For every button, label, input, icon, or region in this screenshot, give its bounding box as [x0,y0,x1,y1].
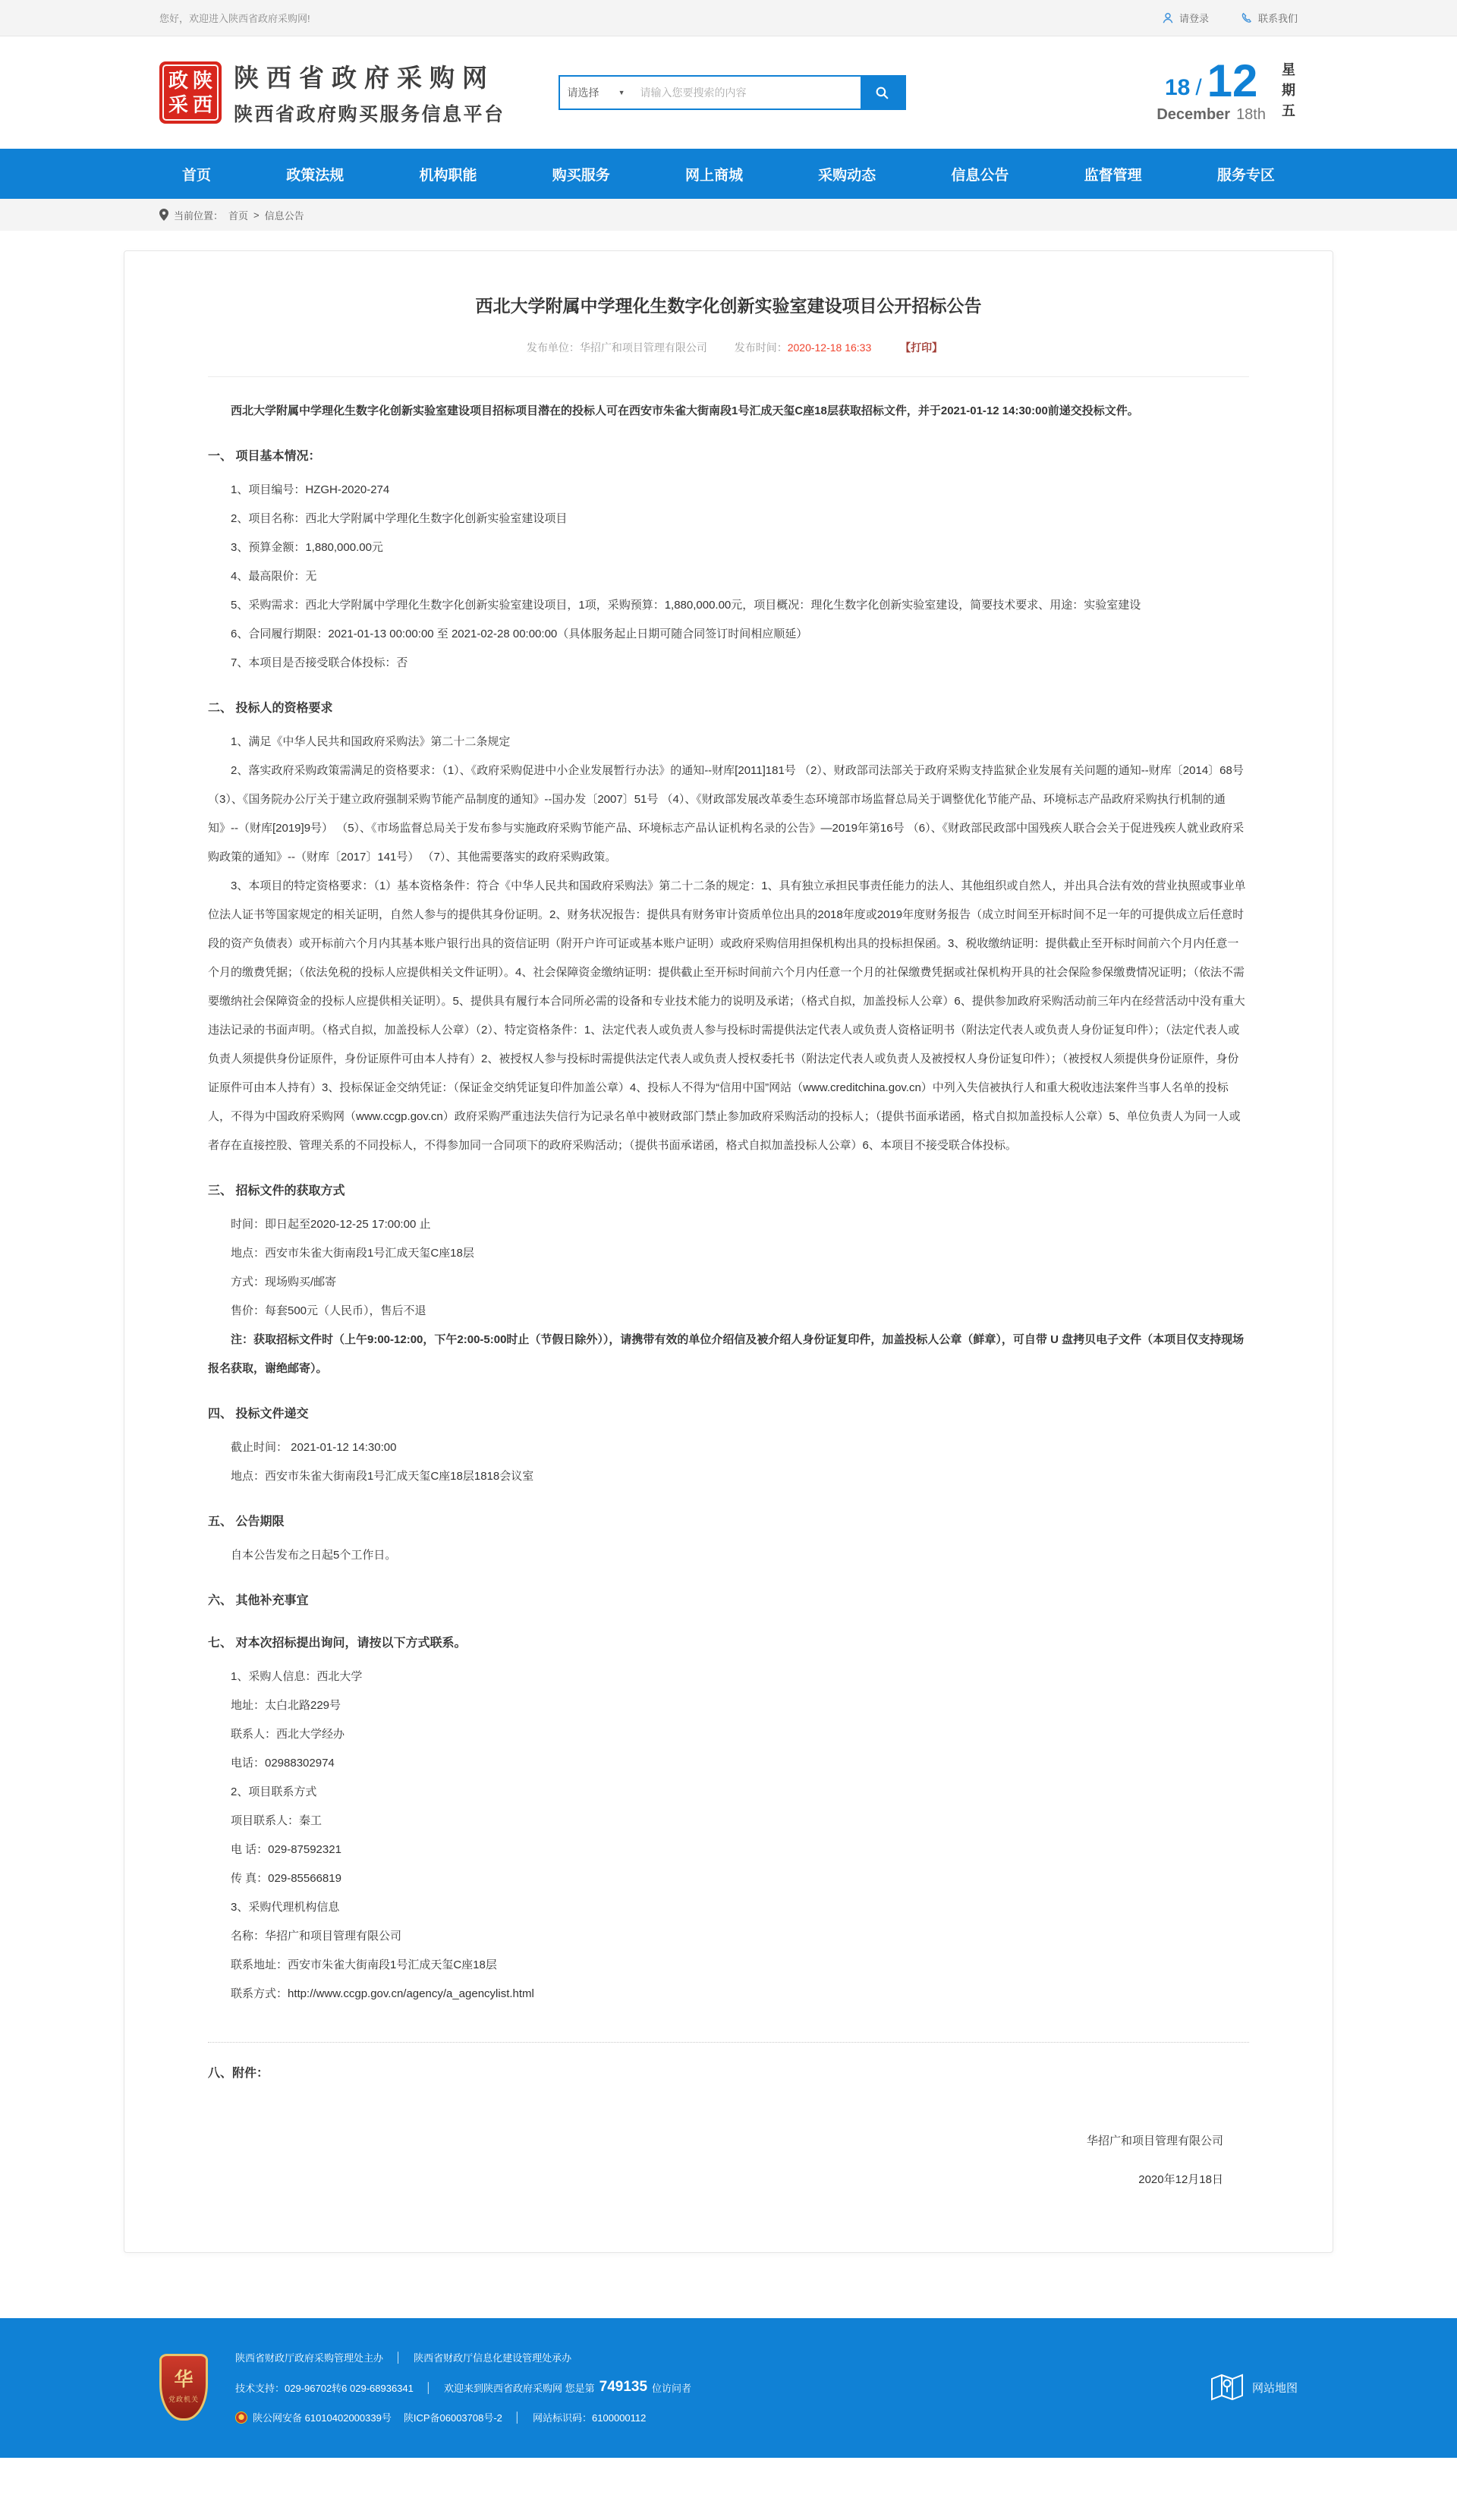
breadcrumb-label: 当前位置： [174,209,224,222]
welcome-text: 您好，欢迎进入陕西省政府采购网! [159,13,310,24]
date-day-en: 18th [1236,106,1266,123]
emblem-core: 华 [174,2369,194,2390]
article-paragraph: 西北大学附属中学理化生数字化创新实验室建设项目招标项目潜在的投标人可在西安市朱雀大街南段1号汇成天玺C座18层获取招标文件，并于2021-01-12 14:30:00前递交投标文件。 [231,404,1139,417]
nav-item-1[interactable]: 首页 [182,167,212,184]
login-label: 请登录 [1179,13,1209,24]
article-paragraph: 1、项目编号：HZGH-2020-274 [231,483,390,496]
article-paragraph: 2、落实政府采购政策需满足的资格要求：（1）、《政府采购促进中小企业发展暂行办法》的通知--财库[2011]181号 （2）、财政部司法部关于政府采购支持监狱企业发展有关问题的通知--财库〔2014〕68号 （3）、《国务院办公厅关于建立政府强制采购节能产品制度的通知》--国办发〔2007〕51号 （4）、《财政部发展改革委生态环境部市场监督总局关于调整优化节能产品、环境标志产品政府采购执行机制的通知》--（财库[2019]9号） （5）、《市场监督总局关于发布参与实施政府采购节能产品、环境标志产品认证机构名录的公告》—2019年第16号 （6）、《财政部民政部中国残疾人联合会关于促进残疾人就业政府采购政策的通知》--（财库〔2017〕141号） （7）、其他需要落实的政府采购政策。 [208,764,1245,864]
logo-char: 采 [168,93,188,116]
article-paragraph: 地址：太白北路229号 [231,1699,341,1712]
search-button[interactable] [861,77,905,109]
site-footer [0,2318,1457,2458]
article-paragraph: 3、本项目的特定资格要求：（1）基本资格条件：符合《中华人民共和国政府采购法》第二十二条的规定：1、具有独立承担民事责任能力的法人、其他组织或自然人，并出具合法有效的营业执照或事业单位法人证书等国家规定的相关证明，自然人参与的提供其身份证明。2、财务状况报告：提供具有财务审计资质单位出具的2018年度或2019年度财务报告（成立时间至开标时间不足一年的可提供成立后任意时段的资产负债表）或开标前六个月内其基本账户银行出具的资信证明（附开户许可证或基本账户证明）或政府采购信用担保机构出具的投标担保函。3、税收缴纳证明：提供截止至开标时间前六个月内任意一个月的缴费凭据；（依法免税的投标人应提供相关文件证明）。4、社会保障资金缴纳证明：提供截止至开标时间前六个月内任意一个月的社保缴费凭据或社保机构开具的社会保险参保缴费情况证明；（依法不需要缴纳社会保障资金的投标人应提供相关证明）。5、提供具有履行本合同所必需的设备和专业技术能力的说明及承诺；（格式自拟，加盖投标人公章）6、提供参加政府采购活动前三年内在经营活动中没有重大违法记录的书面声明。（格式自拟，加盖投标人公章）（2）、特定资格条件：1、法定代表人或负责人参与投标时需提供法定代表人或负责人资格证明书（附法定代表人或负责人身份证复印件）；（法定代表人或负责人须提供身份证原件，身份证原件可由本人持有）2、被授权人参与投标时需提供法定代表人或负责人授权委托书（附法定代表人或负责人及被授权人身份证复印件）；（被授权人须提供身份证原件，身份证原件可由本人持有）3、投标保证金交纳凭证：（保证金交纳凭证复印件加盖公章）4、投标人不得为“信用中国”网站（www.creditchina.gov.cn）中列入失信被执行人和重大税收违法案件当事人名单的投标人，不得为中国政府采购网（www.ccgp.gov.cn）政府采购严重违法失信行为记录名单中被财政部门禁止参加政府采购活动的投标人；（提供书面承诺函，格式自拟加盖投标人公章）5、单位负责人为同一人或者存在直接控股、管理关系的不同投标人，不得参加同一合同项下的政府采购活动；（提供书面承诺函，格式自拟加盖投标人公章）6、本项目不接受联合体投标。 [208,879,1246,1152]
search-icon [875,86,889,100]
date-widget [1156,55,1298,124]
article-paragraph: 方式：现场购买/邮寄 [231,1276,337,1288]
breadcrumb-separator: > [253,209,260,221]
article-paragraph: 3、采购代理机构信息 [231,1901,340,1914]
breadcrumb [159,199,1298,231]
site-logo [159,58,505,127]
section-heading: 三、 招标文件的获取方式 [208,1184,345,1197]
government-emblem-icon [159,2354,208,2421]
site-subtitle: 陕西省政府购买服务信息平台 [234,104,505,125]
nav-item-8[interactable]: 监督管理 [1084,167,1142,184]
article-paragraph: 电话：02988302974 [231,1757,335,1770]
logo-char: 西 [192,93,212,116]
police-badge-icon [235,2411,247,2424]
date-day: 18 [1164,75,1191,100]
article-paragraph: 时间：即日起至2020-12-25 17:00:00 止 [231,1218,431,1231]
article-paragraph: 联系地址：西安市朱雀大街南段1号汇成天玺C座18层 [231,1958,497,1971]
nav-item-3[interactable]: 机构职能 [419,167,477,184]
logo-seal-icon [159,61,222,124]
publisher-name: 华招广和项目管理有限公司 [579,341,707,354]
nav-item-6[interactable]: 采购动态 [818,167,876,184]
search-category-label: 请选择 [567,87,599,99]
nav-item-2[interactable]: 政策法规 [286,167,345,184]
search-category-select[interactable] [560,77,633,109]
article-paragraph: 7、本项目是否接受联合体投标：否 [231,656,408,669]
article-divider [208,2042,1249,2043]
article-paragraph: 6、合同履行期限：2021-01-13 00:00:00 至 2021-02-28 00:00:00（具体服务起止日期可随合同签订时间相应顺延） [231,628,808,640]
footer-host: 陕西省财政厅政府采购管理处主办 [235,2352,384,2364]
footer-separator: │ [514,2411,521,2423]
contact-label: 联系我们 [1257,13,1298,24]
footer-beian: 陕公网安备 61010402000339号 [253,2412,392,2424]
signature-date: 2020年12月18日 [1138,2173,1223,2186]
footer-separator: │ [395,2352,402,2363]
main-nav [0,149,1457,199]
nav-item-7[interactable]: 信息公告 [951,167,1009,184]
footer-icp: 陕ICP备06003708号-2 [403,2412,502,2424]
article-body [208,397,1249,2085]
section-heading: 二、 投标人的资格要求 [208,702,333,715]
footer-separator: │ [425,2381,432,2393]
footer-site-code: 网站标识码：6100000112 [533,2412,647,2424]
logo-char: 政 [168,69,188,92]
article-paragraph: 1、满足《中华人民共和国政府采购法》第二十二条规定 [231,735,511,748]
search-input[interactable] [633,77,861,109]
footer-welcome: 欢迎来到陕西省政府采购网 您是第 [444,2382,595,2394]
article-paragraph: 联系人：西北大学经办 [231,1728,345,1741]
article-paragraph: 售价：每套500元（人民币），售后不退 [231,1304,426,1317]
location-pin-icon [159,209,168,221]
logo-char: 陕 [192,69,212,92]
article-paragraph: 2、项目联系方式 [231,1785,317,1798]
footer-cohost: 陕西省财政厅信息化建设管理处承办 [414,2352,572,2364]
publish-time-label: 发布时间： [734,341,788,354]
visitor-count: 749135 [599,2379,648,2395]
print-button[interactable]: 【打印】 [900,341,943,354]
sitemap-label: 网站地图 [1251,2381,1298,2395]
nav-item-9[interactable]: 服务专区 [1216,167,1275,184]
nav-item-5[interactable]: 网上商城 [684,167,743,184]
section-heading: 一、 项目基本情况： [208,450,321,463]
article-signature [208,2132,1249,2187]
publish-time: 2020-12-18 16:33 [787,341,872,354]
date-month-en: December [1156,106,1231,123]
login-link[interactable] [1162,11,1209,25]
article-paragraph: 地点：西安市朱雀大街南段1号汇成天玺C座18层1818会议室 [231,1470,534,1483]
topbar [0,0,1457,36]
emblem-label: 党政机关 [168,2396,199,2403]
date-weekday: 星期五 [1280,61,1295,124]
breadcrumb-home[interactable]: 首页 [228,209,249,222]
footer-info [235,2350,691,2424]
footer-welcome-suffix: 位访问者 [652,2382,692,2394]
article-paragraph: 项目联系人：秦工 [231,1814,323,1827]
section-heading: 八、附件： [208,2067,269,2080]
article-paragraph: 3、预算金额：1,880,000.00元 [231,541,383,554]
article-paragraph: 传 真：029-85566819 [231,1872,341,1885]
article-paragraph: 1、采购人信息：西北大学 [231,1670,363,1683]
article-paragraph: 4、最高限价：无 [231,570,317,583]
article-paragraph: 联系方式：http://www.ccgp.gov.cn/agency/a_agencylist.html [231,1987,534,2000]
meta-divider [208,376,1249,377]
publisher-label: 发布单位： [526,341,580,354]
article-paragraph: 截止时间： 2021-01-12 14:30:00 [231,1441,397,1454]
signature-agency: 华招广和项目管理有限公司 [1086,2135,1223,2147]
site-title: 陕西省政府采购网 [234,64,495,92]
article-paragraph: 5、采购需求：西北大学附属中学理化生数字化创新实验室建设项目，1项，采购预算：1,880,000.00元，项目概况：理化生数字化创新实验室建设，简要技术要求、用途：实验室建设 [231,599,1141,612]
section-heading: 六、 其他补充事宜 [208,1594,309,1607]
map-icon [1210,2371,1245,2403]
article-paragraph: 2、项目名称：西北大学附属中学理化生数字化创新实验室建设项目 [231,512,568,525]
breadcrumb-bar [0,199,1457,231]
date-month: 12 [1207,55,1258,106]
article-paragraph: 注：获取招标文件时（上午9:00-12:00，下午2:00-5:00时止（节假日除外）），请携带有效的单位介绍信及被介绍人身份证复印件，加盖投标人公章（鲜章），可自带 U 盘拷贝电子文件（本项目仅支持现场报名获取，谢绝邮寄）。 [208,1333,1245,1375]
contact-link[interactable] [1241,11,1298,25]
article-meta [208,340,1249,355]
phone-icon [1241,12,1253,24]
article-paragraph: 名称：华招广和项目管理有限公司 [231,1930,402,1943]
date-separator: / [1195,75,1202,100]
user-icon [1162,12,1174,24]
article-paragraph: 电 话：029-87592321 [231,1843,341,1856]
section-heading: 四、 投标文件递交 [208,1408,309,1420]
nav-item-4[interactable]: 购买服务 [552,167,610,184]
article-paragraph: 自本公告发布之日起5个工作日。 [231,1549,397,1562]
sitemap-link[interactable] [1210,2371,1298,2403]
article-paragraph: 地点：西安市朱雀大街南段1号汇成天玺C座18层 [231,1247,474,1260]
footer-support: 技术支持：029-96702转6 029-68936341 [235,2382,414,2394]
section-heading: 五、 公告期限 [208,1515,285,1528]
section-heading: 七、 对本次招标提出询问，请按以下方式联系。 [208,1637,467,1650]
site-header [0,36,1457,149]
breadcrumb-current: 信息公告 [264,209,304,222]
page-title: 西北大学附属中学理化生数字化创新实验室建设项目公开招标公告 [475,296,982,316]
announcement-card [124,250,1333,2253]
chevron-down-icon: ▼ [618,89,625,96]
search-box [559,75,906,110]
